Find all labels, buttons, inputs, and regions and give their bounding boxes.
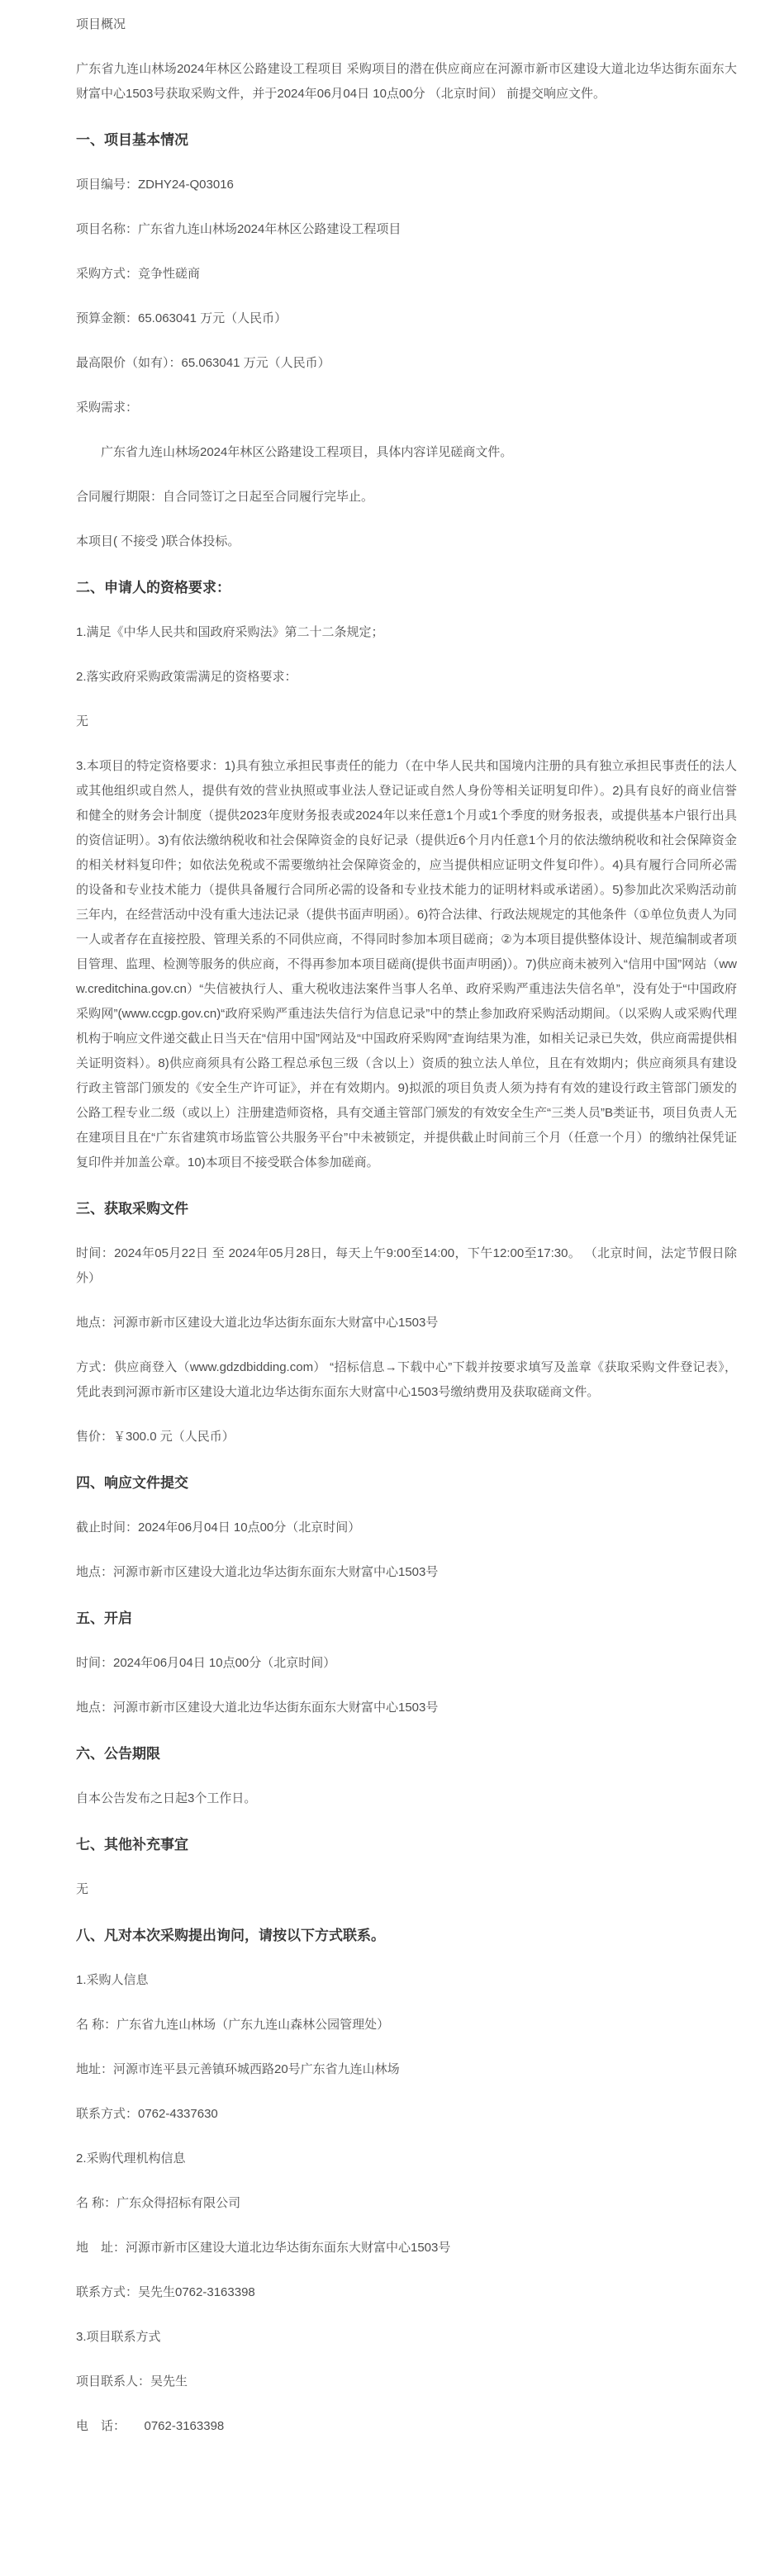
section-doc-acquisition-heading: 三、获取采购文件	[76, 1201, 188, 1217]
purchaser-info-label: 1.采购人信息	[76, 1973, 149, 1987]
agency-info-label: 2.采购代理机构信息	[76, 2151, 186, 2166]
qualification-item-2: 2.落实政府采购政策需满足的资格要求：	[76, 670, 297, 684]
project-contact-person: 项目联系人：吴先生	[76, 2374, 188, 2389]
field-contract-term: 合同履行期限：自合同签订之日起至合同履行完毕止。	[76, 490, 374, 504]
section-qualification-heading: 二、申请人的资格要求：	[76, 580, 230, 595]
agency-address: 地 址：河源市新市区建设大道北边华达街东面东大财富中心1503号	[76, 2241, 451, 2255]
opening-place: 地点：河源市新市区建设大道北边华达街东面东大财富中心1503号	[76, 1701, 439, 1715]
other-matters-content: 无	[76, 1882, 89, 1896]
field-demand-detail: 广东省九连山林场2024年林区公路建设工程项目，具体内容详见磋商文件。	[101, 445, 513, 459]
agency-name: 名 称：广东众得招标有限公司	[76, 2196, 241, 2210]
acquisition-time: 时间：2024年05月22日 至 2024年05月28日，每天上午9:00至14:00，下午12:00至17:30。 （北京时间，法定节假日除外）	[76, 1246, 737, 1285]
field-max-price: 最高限价（如有）：65.063041 万元（人民币）	[76, 356, 330, 370]
section-contacts-heading: 八、凡对本次采购提出询问，请按以下方式联系。	[76, 1928, 385, 1943]
field-demand-label: 采购需求：	[76, 401, 139, 415]
field-procurement-method: 采购方式：竞争性磋商	[76, 267, 201, 281]
opening-time: 时间：2024年06月04日 10点00分（北京时间）	[76, 1656, 336, 1670]
submission-deadline: 截止时间：2024年06月04日 10点00分（北京时间）	[76, 1520, 361, 1535]
acquisition-place: 地点：河源市新市区建设大道北边华达街东面东大财富中心1503号	[76, 1316, 439, 1330]
section-submission-heading: 四、响应文件提交	[76, 1475, 188, 1491]
qualification-item-3: 3.本项目的特定资格要求：1)具有独立承担民事责任的能力（在中华人民共和国境内注册的具有独立承担民事责任的法人或其他组织或自然人，提供有效的营业执照或事业法人登记证或自然人身份等相关证明复印件）。2)具有良好的商业信誉和健全的财务会计制度（提供2023年度财务报表或2024年以来任意1个月或1个季度的财务报表，或提供基本户银行出具的资信证明）。3)有依法缴纳税收和社会保障资金的良好记录（提供近6个月内任意1个月的依法缴纳税收和社会保障资金的相关材料复印件；如依法免税或不需要缴纳社会保障资金的，应当提供相应证明文件复印件）。4)具有履行合同所必需的设备和专业技术能力（提供具备履行合同所必需的设备和专业技术能力的证明材料或承诺函）。5)参加此次采购活动前三年内，在经营活动中没有重大违法记录（提供书面声明函）。6)符合法律、行政法规规定的其他条件（①单位负责人为同一人或者存在直接控股、管理关系的不同供应商，不得同时参加本项目磋商；②为本项目提供整体设计、规范编制或者项目管理、监理、检测等服务的供应商，不得再参加本项目磋商(提供书面声明函)）。7)供应商未被列入“信用中国”网站（www.creditchina.gov.cn）“失信被执行人、重大税收违法案件当事人名单、政府采购严重违法失信名单”，没有处于“中国政府采购网”(www.ccgp.gov.cn)“政府采购严重违法失信行为信息记录”中的禁止参加政府采购活动期间。（以采购人或采购代理机构于响应文件递交截止日当天在“信用中国”网站及“中国政府采购网”查询结果为准，如相关记录已失效，供应商需提供相关证明资料）。8)供应商须具有公路工程总承包三级（含以上）资质的独立法人单位，且在有效期内；供应商须具有建设行政主管部门颁发的《安全生产许可证》，并在有效期内。9)拟派的项目负责人须为持有有效的建设行政主管部门颁发的公路工程专业二级（或以上）注册建造师资格，具有交通主管部门颁发的有效安全生产“三类人员”B类证书，项目负责人无在建项目且在“广东省建筑市场监管公共服务平台”中未被锁定，并提供截止时间前三个月（任意一个月）的缴纳社保凭证复印件并加盖公章。10)本项目不接受联合体参加磋商。	[76, 759, 738, 1169]
project-contact-phone: 电 话： 0762-3163398	[76, 2419, 225, 2433]
overview-title: 项目概况	[76, 17, 126, 31]
qualification-item-1: 1.满足《中华人民共和国政府采购法》第二十二条规定；	[76, 625, 384, 639]
purchaser-phone: 联系方式：0762-4337630	[76, 2107, 218, 2121]
section-notice-period-heading: 六、公告期限	[76, 1746, 160, 1762]
project-contact-label: 3.项目联系方式	[76, 2330, 161, 2344]
submission-place: 地点：河源市新市区建设大道北边华达街东面东大财富中心1503号	[76, 1565, 439, 1579]
qualification-item-2-value: 无	[76, 714, 89, 728]
field-project-name: 项目名称：广东省九连山林场2024年林区公路建设工程项目	[76, 222, 402, 236]
acquisition-price: 售价：￥300.0 元（人民币）	[76, 1430, 235, 1444]
section-opening-heading: 五、开启	[76, 1611, 132, 1626]
field-consortium-note: 本项目( 不接受 )联合体投标。	[76, 534, 240, 548]
section-other-matters-heading: 七、其他补充事宜	[76, 1837, 188, 1853]
section-basic-info-heading: 一、项目基本情况	[76, 132, 188, 148]
overview-intro: 广东省九连山林场2024年林区公路建设工程项目 采购项目的潜在供应商应在河源市新市区建设大道北边华达街东面东大财富中心1503号获取采购文件，并于2024年06月04日 10点00分 （北京时间） 前提交响应文件。	[76, 62, 737, 101]
notice-period-content: 自本公告发布之日起3个工作日。	[76, 1791, 257, 1805]
agency-phone: 联系方式：吴先生0762-3163398	[76, 2285, 255, 2299]
acquisition-method: 方式：供应商登入（www.gdzdbidding.com） “招标信息→下载中心”下载并按要求填写及盖章《获取采购文件登记表》，凭此表到河源市新市区建设大道北边华达街东面东大财富中心1503号缴纳费用及获取磋商文件。	[76, 1360, 737, 1399]
field-budget-amount: 预算金额：65.063041 万元（人民币）	[76, 311, 287, 325]
purchaser-name: 名 称：广东省九连山林场（广东九连山森林公园管理处）	[76, 2018, 390, 2032]
purchaser-address: 地址：河源市连平县元善镇环城西路20号广东省九连山林场	[76, 2062, 400, 2076]
field-project-number: 项目编号：ZDHY24-Q03016	[76, 178, 234, 192]
